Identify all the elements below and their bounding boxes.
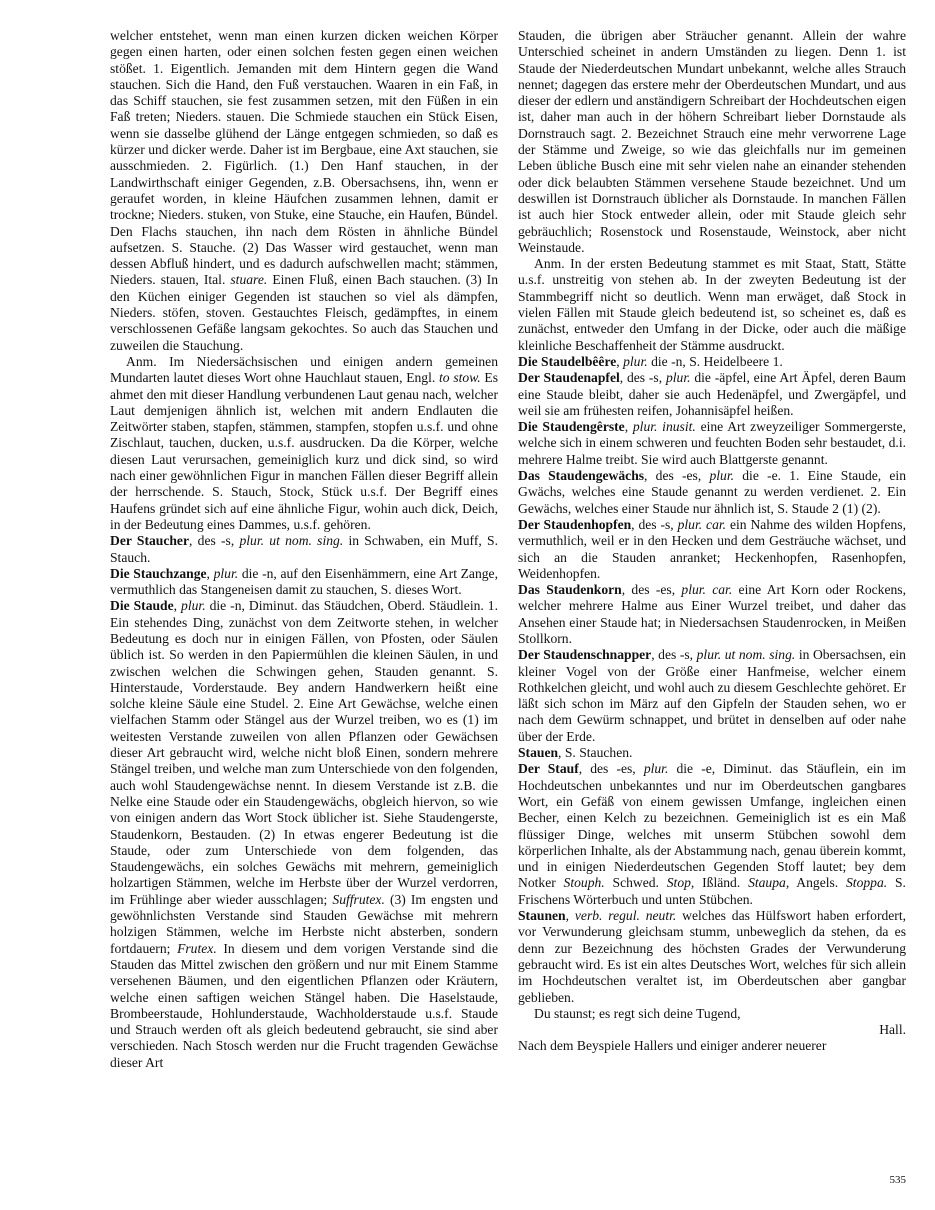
entry-staude: Die Staude, plur. die -n, Diminut. das Stäudchen, Oberd. Stäudlein. 1. Ein stehendes Ding, zunächst von dem Zeitworte stehen, in welcher Bedeutung es doch nur in einigen Fällen, von Pfosten, oder Säulen üblich ist. So werden in den Papiermühlen die kleinen Säulen, in und zwischen welchen die Schwingen gehen, Stauden genannt. S. Hinterstaude, Vorderstaude. Bey andern Handwerkern heißt eine solche kleine Säule eine Studel. 2. Eine Art Gewächse, welche einen vielfachen Stamm oder Stängel aus der Wurzel treiben, wo es (1) im weitesten Verstande zuweilen von allen Pflanzen oder Gewächsen dieser Art gebraucht wird, welche nicht bloß Einen, sondern mehrere Stängel treiben, und welche man zum Unterschiede von den folgenden, auch wohl Staudengewächse nennt. In diesem Verstande ist z.B. die Nelke eine Staude oder ein Staudengewächs, obgleich hiervon, so wie von einigen andern das Wort Stock üblicher ist. Siehe Staudengerste, Staudenkorn, Bestauden. (2) In etwas engerer Bedeutung ist die Staude, oder zum Unterschiede von dem folgenden, das Staudengewächs, ein solches Gewächs mit mehrern, gemeiniglich holzartigen Stämmen, welche im Herbste über der Wurzel verdorren, im Frühlinge aber wieder ausschlagen; Suffrutex. (3) Im engsten und gewöhnlichsten Verstande sind Stauden Gewächse mit mehrern holzigen Stämmen, welche im Herbste nicht absterben, sondern fortdauern; Frutex. In diesem und dem vorigen Verstande sind die Stauden das Mittel zwischen den größern und nur mit Einem Stamme versehenen Bäumen, und den eigentlichen Pflanzen oder Kräutern, welche einen saftigen weichen Stängel haben. Die Haselstaude, Brombeerstaude, Hohlunderstaude, Wachholderstaude u.s.f. Staude und Strauch werden oft als gleich bedeutend gebraucht, sie sind aber verschieden. Nach Stosch werden nur die Frucht tragenden Gewächse dieser Art [110, 598, 499, 1070]
headword: Stauen [518, 745, 559, 761]
annotation-paragraph: Anm. Im Niedersächsischen und einigen andern gemeinen Mundarten lautet dieses Wort ohne Hauchlaut stauen, Engl. to stow. Es ahmet den mit dieser Handlung verbundenen Laut genau nach, welcher Laut demjenigen ähnlich ist, welchen mit andern Endlauten die Zeitwörter staben, stapfen, stämmen, stampfen, stopfen u.s.f. und ohne Zischlaut, tauchen, ducken, u.s.f. ausdrucken. Da die Körper, welche diesen Laut verursachen, gemeiniglich kurz und dick sind, so wird nach einer gewöhnlichen Figur in manchen Fällen dieser Begriff allein der herrschende. S. Stauch, Stock, Stück u.s.f. Der Begriff eines Haufens gründet sich auf eine ähnliche Figur, wohin auch dick, Deich, in der Bedeutung eines Dammes, u.s.f. gehören. [110, 353, 498, 532]
headword: Der Staudenapfel [518, 370, 620, 386]
headword: Der Staucher [110, 533, 189, 549]
headword: Das Staudenkorn [518, 582, 622, 598]
entry-staunen: Staunen, verb. regul. neutr. welches das Hülfswort haben erfordert, vor Verwunderung gleichsam stumm, unbeweglich da stehen, da es denn zur Bezeichnung des höchsten Grades der Verwunderung gebraucht wird. Es ist ein altes Deutsches Wort, welches für sich allein im Hochdeutschen veraltet ist, im Oberdeutschen aber gangbar geblieben. [518, 908, 906, 1005]
right-column [518, 28, 906, 1055]
entry-staudelbeere: Die Staudelbêêre, plur. die -n, S. Heidelbeere 1. [518, 353, 783, 369]
entry-staucher: Der Staucher, des -s, plur. ut nom. sing. in Schwaben, ein Muff, S. Stauch. [110, 533, 498, 565]
headword: Der Stauf [518, 761, 579, 777]
entry-staudenschnapper: Der Staudenschnapper, des -s, plur. ut nom. sing. in Obersachsen, ein kleiner Vogel von der Größe einer Hanfmeise, welcher einem Rothkelchen gleicht, und wohl auch zu diesem Geschlechte gehöret. Er läßt sich schon im März auf den Gipfeln der Stauden sehen, wo er nach dem Gewürm schnappet, und brütet in denselben auf oder nahe über der Erde. [518, 647, 906, 744]
entry-staudenkorn: Das Staudenkorn, des -es, plur. car. eine Art Korn oder Rockens, welcher mehrere Halme aus Einer Wurzel treibet, und daher das Ansehen einer Staude hat; in Niedersachsen Staudenrocken, in Meißen Stollkorn. [518, 582, 907, 646]
headword: Staunen [518, 908, 566, 924]
annotation-paragraph: Anm. In der ersten Bedeutung stammet es mit Staat, Statt, Stätte u.s.f. unstreitig von stehen ab. In der zweyten Bedeutung ist der Stammbegriff nicht so deutlich. Wenn man erwäget, daß Stock in vielen Fällen mit Staude gleich bedeutend ist, so scheinet es, daß es zunächst, entweder den Umfang in der Dicke, oder auch die mäßige kleinliche Beschaffenheit der Stämme ausdruckt. [518, 256, 906, 353]
entry-stauf: Der Stauf, des -es, plur. die -e, Diminut. das Stäuflein, ein im Hochdeutschen unbekanntes und nur im Oberdeutschen gangbares Wort, ein Gefäß von einem gewissen Umfange, ingleichen einen Becher, einen Kelch zu bezeichnen. Gemeiniglich ist es ein Maß flüssiger Dinge, welches mit unserm Stübchen sowohl dem körperlichen Inhalte, als der Abstammung nach, genau überein kommt, und in einigen Niederdeutschen Gegenden Stoff lautet; bey dem Notker Stouph. Schwed. Stop, Ißländ. Staupa, Angels. Stoppa. S. Frischens Wörterbuch und unten Stübchen. [518, 761, 906, 907]
headword: Der Staudenschnapper [518, 647, 652, 663]
page-number: 535 [889, 1174, 906, 1186]
headword: Das Staudengewächs [518, 468, 645, 484]
quote-line: Du staunst; es regt sich deine Tugend, [534, 1005, 741, 1021]
headword: Die Stauchzange [110, 565, 207, 581]
headword: Die Staude [110, 598, 174, 614]
headword: Der Staudenhopfen [518, 516, 632, 532]
entry-stauchzange: Die Stauchzange, plur. die -n, auf den Eisenhämmern, eine Art Zange, vermuthlich das Stangeneisen damit zu stauchen, S. dieses Wort. [110, 565, 498, 598]
headword: Die Staudelbêêre [518, 353, 617, 369]
entry-staudengerste: Die Staudengêrste, plur. inusit. eine Art zweyzeiliger Sommergerste, welche sich in einem schweren und feuchten Boden sehr bestaudet, d.i. mehrere Halme treibt. Sie wird auch Blattgerste genannt. [518, 419, 906, 467]
headword: Die Staudengêrste [518, 419, 625, 435]
paragraph: Stauden, die übrigen aber Sträucher genannt. Allein der wahre Unterschied scheinet in andern Umständen zu liegen. Denn 1. ist Staude der Niederdeutschen Mundart unbekannt, welche alles Strauch nennet; dagegen das erstere mehr der Oberdeutschen Mundart, und aus dieser der edlern und anständigern Schreibart der Hochdeutschen eigen ist, daher man auch in der höhern Schreibart lieber Dornstaude als Dornstrauch sagt. 2. Bezeichnet Strauch eine mehr verworrene Lage der Stämme und Zweige, so wie das gleichfalls nur im gemeinen Leben übliche Busch eine mit sehr vielen nahe an einander stehenden oder dick belaubten Stämmen versehene Staude bezeichnet. Und um deswillen ist Dornstrauch üblicher als Dornstaude. In manchen Fällen ist auch hier Stock entweder allein, oder mit Staude gleich sehr gebräuchlich; Rosenstock und Rosenstaude, Weinstock, aber nicht Weinstaude. [518, 28, 906, 255]
entry-staudenapfel: Der Staudenapfel, des -s, plur. die -äpfel, eine Art Äpfel, deren Baum eine Staude bleibt, daher sie auch Hedenäpfel, und Zwergäpfel, und weil sie am frühesten reifen, Johannisäpfel heißen. [518, 370, 906, 418]
entry-staudengewaechs: Das Staudengewächs, des -es, plur. die -e. 1. Eine Staude, ein Gwächs, welches eine Staude genannt zu werden verdienet. 2. Ein Gewächs, welches einer Staude nur ähnlich ist, S. Staude 2 (1) (2). [518, 468, 906, 516]
entry-staudenhopfen: Der Staudenhopfen, des -s, plur. car. ein Nahme des wilden Hopfens, vermuthlich, weil er in den Hecken und dem Gesträuche wächset, und sich an die Stauden anranket; Heckenhopfen, Rasenhopfen, Weidenhopfen. [518, 516, 906, 581]
entry-stauen: Stauen, S. Stauchen. [518, 745, 633, 761]
quote-source: Hall. [879, 1022, 906, 1038]
left-column [110, 28, 498, 1071]
paragraph: Nach dem Beyspiele Hallers und einiger anderer neuerer [518, 1038, 827, 1054]
paragraph: welcher entstehet, wenn man einen kurzen dicken weichen Körper gegen einen harten, oder einen solchen festen gegen einen weichen stößet. 1. Eigentlich. Jemanden mit dem Hintern gegen die Wand stauchen. Sich die Hand, den Fuß verstauchen. Waaren in ein Faß, in das Schiff stauchen, sie fest zusammen setzen, mit den Füßen in ein Faß treten; Nieders. stauen. Die Schmiede stauchen ein Stück Eisen, wenn sie dasselbe glühend der Länge entgegen schmieden, so daß es kürzer und dicker werde. Daher ist im Bergbaue, eine Axt stauchen, sie ausschmieden. 2. Figürlich. (1.) Den Hanf stauchen, in der Landwirthschaft einiger Gegenden, z.B. Obersachsens, ihn, wenn er geraufet worden, in kleine Häufchen zusammen lehnen, damit er trockne; Nieders. stuken, von Stuke, eine Stauche, ein Haufen, Bündel. Den Flachs stauchen, ihn nach dem Rösten in ähnliche Bündel aufsetzen. S. Stauche. (2) Das Wasser wird gestauchet, wenn man dessen Abfluß hindert, und es dadurch aufschwellen macht; stämmen, Nieders. stauen, Ital. stuare. Einen Fluß, einen Bach stauchen. (3) In den Küchen einiger Gegenden ist stauchen so viel als dämpfen, Nieders. stöfen, stoven. Gestauchtes Fleisch, gedämpftes, in einem verschlossenen Gefäße langsam gekochtes. So auch das Stauchen und zuweilen die Stauchung. [110, 28, 498, 353]
